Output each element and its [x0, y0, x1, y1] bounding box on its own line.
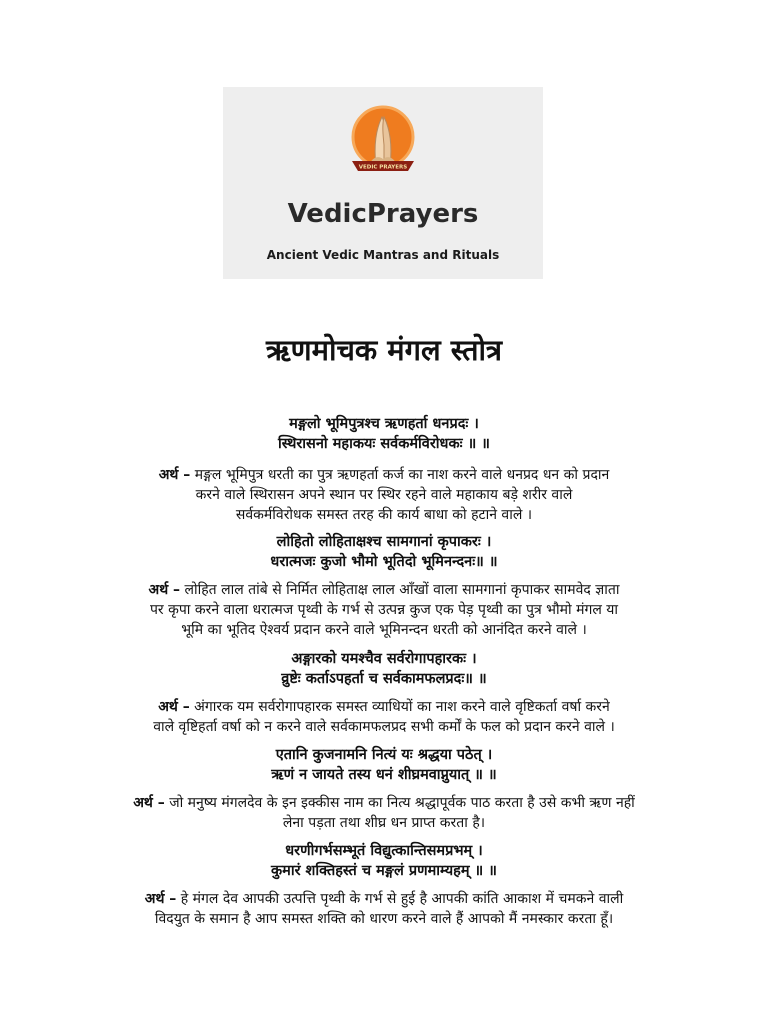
meaning-text: लोहित लाल तांबे से निर्मित लोहिताक्ष लाल आँखों वाला सामगानां कृपाकर सामवेद ज्ञाता	[180, 582, 620, 598]
meaning-line	[88, 465, 680, 485]
artha-label: अर्थ –	[158, 699, 190, 715]
verse-5-line-2: कुमारं शक्तिहस्तं च मङ्गलं प्रणमाम्यहम् ॥ ॥	[271, 863, 497, 879]
meaning-line	[88, 793, 680, 813]
meaning-line: सर्वकर्मविरोधक समस्त तरह की कार्य बाधा को हटाने वाले ।	[235, 507, 533, 523]
verse-2-line-2: धरात्मजः कुजो भौमो भूतिदो भूमिनन्दनः॥ ॥	[270, 554, 498, 570]
meaning-line: पर कृपा करने वाला धरात्मज पृथ्वी के गर्भ से उत्पन्न कुज एक पेड़ पृथ्वी का पुत्र भौमो मंगल या	[149, 602, 619, 618]
page-title: ऋणमोचक मंगल स्तोत्र	[265, 333, 503, 367]
verse-2-meaning	[88, 580, 680, 640]
verse-5-meaning	[88, 889, 680, 929]
meaning-line: वाले वृष्टिहर्ता वर्षा को न करने वाले सर्वकामफलप्रद सभी कर्मों के फल को प्रदान करने वाले ।	[153, 719, 615, 735]
verse-3-line-1: अङ्गारको यमश्चैव सर्वरोगापहारकः ।	[291, 651, 477, 667]
verse-1-meaning	[88, 465, 680, 525]
artha-label: अर्थ –	[133, 795, 165, 811]
meaning-text: मङ्गल भूमिपुत्र धरती का पुत्र ऋणहर्ता कर्ज का नाश करने वाले धनप्रद धन को प्रदान	[190, 467, 610, 483]
meaning-line: करने वाले स्थिरासन अपने स्थान पर स्थिर रहने वाले महाकाय बड़े शरीर वाले	[195, 487, 573, 503]
verse-4-line-2: ऋणं न जायते तस्य धनं शीघ्रमवाप्नुयात् ॥ ॥	[271, 767, 497, 783]
verse-1-line-2: स्थिरासनो महाकयः सर्वकर्मविरोधकः ॥ ॥	[278, 436, 490, 452]
meaning-line: भूमि का भूतिद ऐश्वर्य प्रदान करने वाले भूमिनन्दन धरती को आनंदित करने वाले ।	[181, 622, 587, 638]
artha-label: अर्थ –	[148, 582, 181, 598]
meaning-line	[88, 889, 680, 909]
meaning-line	[88, 697, 680, 717]
artha-label: अर्थ –	[144, 891, 177, 907]
verse-4-line-1: एतानि कुजनामनि नित्यं यः श्रद्धया पठेत् ।	[275, 747, 493, 763]
meaning-line	[88, 580, 680, 600]
artha-label: अर्थ –	[158, 467, 191, 483]
meaning-text: अंगारक यम सर्वरोगापहारक समस्त व्याधियों का नाश करने वाले वृष्टिकर्ता वर्षा करने	[189, 699, 610, 715]
verse-2-line-1: लोहितो लोहिताक्षश्च सामगानां कृपाकरः ।	[276, 534, 492, 550]
verse-5-line-1: धरणीगर्भसम्भूतं विद्युत्कान्तिसमप्रभम् ।	[285, 843, 483, 859]
praying-hands-icon	[338, 97, 428, 187]
verse-1-line-1: मङ्गलो भूमिपुत्रश्च ऋणहर्ता धनप्रदः ।	[289, 416, 479, 432]
meaning-line: विदयुत के समान है आप समस्त शक्ति को धारण करने वाले हैं आपको मैं नमस्कार करता हूँ।	[154, 911, 614, 927]
brand-name: VedicPrayers	[287, 199, 479, 229]
meaning-line: लेना पड़ता तथा शीघ्र धन प्राप्त करता है।	[282, 815, 486, 831]
meaning-text: हे मंगल देव आपकी उत्पत्ति पृथ्वी के गर्भ से हुई है आपकी कांति आकाश में चमकने वाली	[176, 891, 624, 907]
emblem-label: VEDIC PRAYERS	[358, 164, 408, 171]
verse-4-meaning	[88, 793, 680, 833]
site-logo	[223, 87, 543, 279]
verse-3-line-2: व्रुष्टेः कर्ताऽपहर्ता च सर्वकामफलप्रदः॥ ॥	[281, 671, 487, 687]
meaning-text: जो मनुष्य मंगलदेव के इन इक्कीस नाम का नित्य श्रद्धापूर्वक पाठ करता है उसे कभी ऋण नहीं	[164, 795, 635, 811]
brand-tagline: Ancient Vedic Mantras and Rituals	[266, 248, 500, 262]
verse-3-meaning	[88, 697, 680, 737]
